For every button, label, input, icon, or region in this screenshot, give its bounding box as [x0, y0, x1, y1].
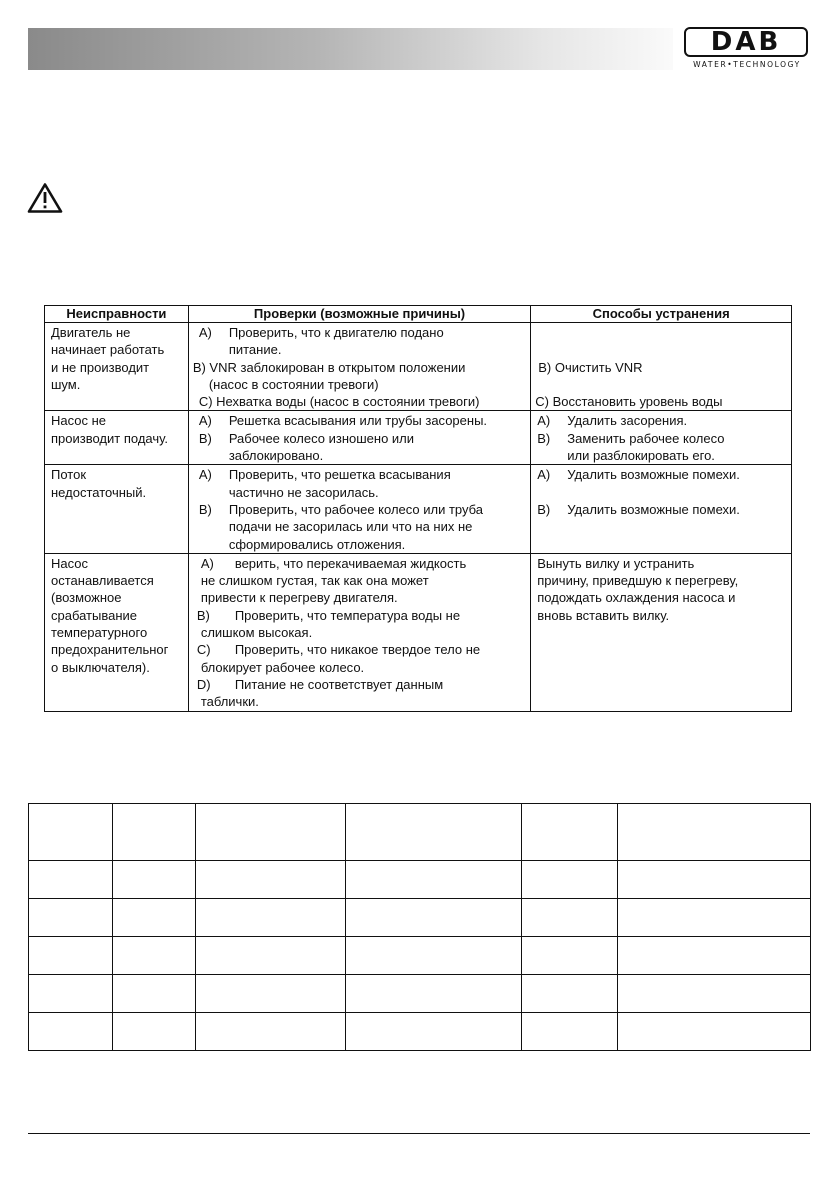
remedy-item — [537, 412, 787, 429]
remedy-text-cont: или разблокировать его. — [567, 448, 715, 464]
remedy-line: подождать охлаждения насоса и — [537, 590, 736, 606]
check-text: Проверить, что решетка всасывания — [228, 467, 451, 483]
table-row — [45, 553, 792, 711]
fault-line: (возможное — [51, 590, 122, 606]
check-item — [199, 466, 526, 483]
remedy-line: C) Восстановить уровень воды — [535, 394, 723, 410]
check-text-cont: частично не засорилась. — [228, 484, 379, 500]
fault-line: Насос — [51, 555, 88, 571]
fault-line: о выключателя). — [51, 659, 150, 675]
check-text: верить, что перекачиваемая жидкость — [234, 555, 467, 571]
grid-cell — [113, 937, 196, 975]
check-text: Питание не соответствует данным — [234, 676, 444, 692]
grid-cell — [113, 1013, 196, 1051]
table-row — [45, 323, 792, 411]
fault-line: останавливается — [51, 573, 154, 589]
fault-line: недостаточный. — [51, 484, 147, 500]
table-row — [45, 411, 792, 465]
grid-row — [29, 1013, 811, 1051]
grid-cell — [29, 937, 113, 975]
fault-line: предохранительног — [51, 642, 169, 658]
remedy-label: B) — [537, 501, 551, 517]
check-item — [197, 676, 526, 693]
remedy-line: причину, приведшую к перегреву, — [537, 573, 739, 589]
grid-cell — [113, 975, 196, 1013]
remedies-cell — [531, 411, 792, 465]
grid-cell — [346, 975, 522, 1013]
fault-line: Насос не — [51, 413, 107, 429]
fault-line: шум. — [51, 376, 81, 392]
check-text: Проверить, что рабочее колесо или труба — [228, 501, 484, 517]
header-gradient-bar — [28, 28, 673, 70]
header-remedies: Способы устранения — [531, 306, 792, 323]
logo-text: DAB — [710, 27, 782, 57]
remedy-label: A) — [537, 413, 551, 429]
grid-cell — [346, 899, 522, 937]
grid-header-row — [29, 804, 811, 861]
check-text: Проверить, что к двигателю подано — [228, 325, 444, 340]
fault-cell — [45, 411, 189, 465]
check-item — [199, 430, 526, 447]
check-text-cont: питание. — [228, 342, 282, 358]
check-label: C) — [196, 642, 211, 658]
warning-triangle-icon — [27, 182, 63, 214]
fault-cell — [45, 465, 189, 553]
grid-cell — [29, 861, 113, 899]
grid-cell — [522, 899, 618, 937]
check-text-cont: (насос в состоянии тревоги) — [208, 376, 379, 392]
header-faults: Неисправности — [45, 306, 189, 323]
check-text: Проверить, что температура воды не — [234, 607, 461, 623]
check-item — [197, 607, 526, 624]
check-text: Проверить, что никакое твердое тело не — [234, 642, 481, 658]
remedy-text: Удалить засорения. — [567, 413, 688, 429]
fault-line: производит подачу. — [51, 430, 168, 446]
remedy-line: B) Очистить VNR — [538, 359, 643, 375]
remedy-label: B) — [537, 430, 551, 446]
check-text-cont: заблокировано. — [228, 448, 324, 464]
grid-cell — [29, 975, 113, 1013]
header-checks: Проверки (возможные причины) — [188, 306, 530, 323]
grid-cell — [522, 804, 618, 861]
grid-cell — [196, 861, 346, 899]
check-text-cont: таблички. — [200, 694, 259, 710]
check-label: B) — [198, 501, 212, 517]
check-item — [199, 501, 526, 518]
remedy-line: вновь вставить вилку. — [537, 607, 670, 623]
grid-cell — [113, 861, 196, 899]
grid-cell — [618, 937, 811, 975]
check-label: A) — [200, 555, 214, 571]
remedy-text: Удалить возможные помехи. — [567, 467, 740, 483]
check-item — [199, 412, 526, 429]
grid-cell — [196, 899, 346, 937]
check-text-cont: блокирует рабочее колесо. — [200, 659, 365, 675]
remedies-cell — [531, 465, 792, 553]
grid-cell — [522, 975, 618, 1013]
remedy-item — [537, 466, 787, 483]
check-label: B) — [198, 430, 212, 446]
grid-cell — [618, 975, 811, 1013]
grid-cell — [522, 1013, 618, 1051]
grid-cell — [346, 937, 522, 975]
remedy-line: Вынуть вилку и устранить — [537, 555, 695, 571]
grid-cell — [346, 1013, 522, 1051]
logo-subtitle: WATER•TECHNOLOGY — [693, 60, 801, 69]
fault-cell — [45, 323, 189, 411]
check-label: B) — [196, 607, 210, 623]
table-header-row — [45, 306, 792, 323]
fault-line: срабатывание — [51, 607, 138, 623]
grid-cell — [29, 804, 113, 861]
remedy-item — [537, 501, 787, 518]
remedies-cell — [531, 553, 792, 711]
check-label: D) — [196, 676, 211, 692]
footer-divider — [28, 1133, 810, 1134]
check-text-cont: слишком высокая. — [200, 625, 313, 641]
check-text-cont: подачи не засорилась или что на них не — [228, 519, 473, 535]
grid-cell — [522, 937, 618, 975]
grid-cell — [29, 1013, 113, 1051]
fault-line: температурного — [51, 625, 148, 641]
remedy-item — [537, 430, 787, 447]
grid-cell — [618, 861, 811, 899]
dab-logo — [684, 27, 810, 73]
check-text-cont: не слишком густая, так как она может — [200, 573, 429, 589]
grid-cell — [29, 899, 113, 937]
grid-row — [29, 899, 811, 937]
check-item — [197, 555, 526, 572]
checks-cell — [188, 465, 530, 553]
remedy-text: Удалить возможные помехи. — [567, 501, 740, 517]
grid-cell — [196, 1013, 346, 1051]
fault-cell — [45, 553, 189, 711]
table-row — [45, 465, 792, 553]
grid-row — [29, 861, 811, 899]
fault-line: и не производит — [51, 359, 150, 375]
check-text-cont: сформировались отложения. — [228, 536, 406, 552]
checks-cell — [188, 323, 530, 411]
check-label: A) — [198, 413, 212, 429]
grid-cell — [346, 861, 522, 899]
check-text: Решетка всасывания или трубы засорены. — [228, 413, 488, 429]
grid-cell — [196, 804, 346, 861]
check-item — [197, 641, 526, 658]
remedies-cell — [531, 323, 792, 411]
fault-line: Двигатель не — [51, 325, 131, 340]
remedy-label: A) — [537, 467, 551, 483]
check-text: C) Нехватка воды (насос в состоянии тревоги) — [198, 394, 480, 410]
grid-cell — [113, 804, 196, 861]
grid-cell — [196, 937, 346, 975]
check-label: A) — [198, 467, 212, 483]
grid-row — [29, 937, 811, 975]
grid-cell — [196, 975, 346, 1013]
fault-line: начинает работать — [51, 342, 165, 358]
check-text: Рабочее колесо изношено или — [228, 430, 415, 446]
check-item — [193, 324, 526, 341]
grid-cell — [113, 899, 196, 937]
grid-cell — [618, 1013, 811, 1051]
logo-box — [684, 27, 808, 57]
checks-cell — [188, 411, 530, 465]
fault-line: Поток — [51, 467, 87, 483]
empty-grid-table — [28, 803, 811, 1051]
checks-cell — [188, 553, 530, 711]
check-text: B) VNR заблокирован в открытом положении — [192, 359, 466, 375]
grid-row — [29, 975, 811, 1013]
grid-cell — [522, 861, 618, 899]
grid-cell — [618, 804, 811, 861]
remedy-text: Заменить рабочее колесо — [567, 430, 725, 446]
check-text-cont: привести к перегреву двигателя. — [200, 590, 398, 606]
check-label: A) — [198, 325, 212, 340]
grid-cell — [618, 899, 811, 937]
troubleshooting-table — [44, 305, 792, 712]
grid-cell — [346, 804, 522, 861]
